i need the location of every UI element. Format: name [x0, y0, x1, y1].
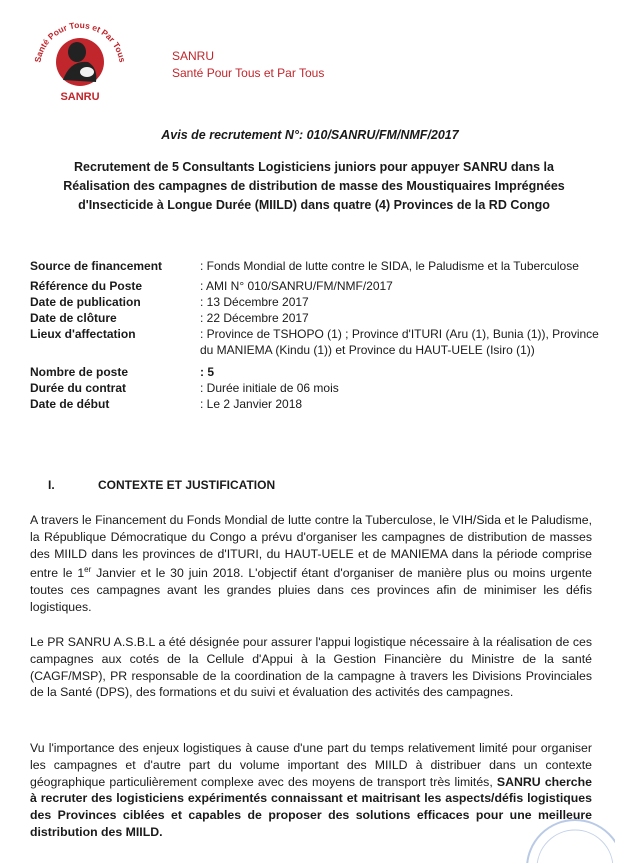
sanru-logo — [30, 8, 130, 108]
headline-line: Recrutement de 5 Consultants Logisticiens juniors pour appuyer SANRU dans la — [74, 160, 554, 174]
info-label: Lieux d'affectation — [30, 327, 136, 341]
org-name: SANRU — [172, 49, 215, 63]
info-row-publication — [30, 294, 600, 310]
info-value: : Fonds Mondial de lutte contre le SIDA, le Paludisme et la Tuberculose — [200, 259, 579, 273]
info-row-financement — [30, 258, 600, 274]
info-label: Date de clôture — [30, 311, 117, 325]
info-row-reference — [30, 278, 600, 294]
info-value: : 22 Décembre 2017 — [200, 311, 309, 325]
paragraph-sanru-role: Le PR SANRU A.S.B.L a été désignée pour assurer l'appui logistique nécessaire à la réalisation de ces campagnes aux cotés de la Cellule d'Appui à la Gestion Financière du Ministre de la santé (CAGF/MSP), PR responsable de la coordination de la campagne à travers les Divisions Provinciales de la Santé (DPS), des formations et du suivi et évaluation des activités des campagnes. — [30, 635, 592, 700]
section-number: I. — [48, 478, 55, 492]
info-table — [30, 258, 600, 412]
headline-line: Réalisation des campagnes de distribution de masse des Moustiquaires Imprégnées — [63, 179, 565, 193]
info-value: : Province de TSHOPO (1) ; Province d'ITURI (Aru (1), Bunia (1)), Province du MANIEMA (Kindu (1)) et Province du HAUT-UELE (Isiro (1)) — [200, 327, 599, 357]
info-label: Source de financement — [30, 259, 163, 273]
avis-title: Avis de recrutement N°: 010/SANRU/FM/NMF/2017 — [161, 128, 459, 142]
info-row-cloture — [30, 310, 600, 326]
paragraph-context — [30, 512, 592, 616]
stamp-watermark — [505, 808, 615, 863]
info-row-nombre — [30, 364, 600, 380]
paragraph-context-text-end: Janvier et le 30 juin 2018. L'objectif étant d'organiser de manière plus ou moins urgente toutes ces campagnes avant les grandes pluies dans ces provinces afin de minimiser les défis logistiques. — [30, 566, 592, 615]
paragraph-logistics-bold: SANRU cherche à recruter des logisticiens expérimentés connaissant et maitrisant les aspects/défis logistiques des Provinces ciblées et capables de proposer des solutions efficaces pour une meilleure distribution des MIILD. — [30, 774, 592, 839]
paragraph-context-text: A travers le Financement du Fonds Mondial de lutte contre la Tuberculose, le VIH/Sida et le Paludisme, la République Démocratique du Congo a prévu d'organiser les campagnes de distribution de masses des MIILD dans les provinces de d'ITURI, du HAUT-UELE et de MANIEMA dans la période comprise entre le 1 — [30, 513, 592, 581]
info-row-debut — [30, 396, 600, 412]
info-label: Durée du contrat — [30, 381, 127, 395]
info-value: : AMI N° 010/SANRU/FM/NMF/2017 — [200, 279, 393, 293]
logo-bottom-text: SANRU — [60, 91, 100, 103]
info-value: : Le 2 Janvier 2018 — [200, 397, 303, 411]
info-value: : 5 — [200, 365, 215, 379]
headline — [48, 158, 580, 215]
info-value: : 13 Décembre 2017 — [200, 295, 309, 309]
superscript: er — [84, 565, 92, 575]
info-row-lieux — [30, 326, 600, 358]
info-label: Nombre de poste — [30, 365, 129, 379]
info-label: Date de publication — [30, 295, 141, 309]
info-label: Date de début — [30, 397, 110, 411]
section-title: CONTEXTE ET JUSTIFICATION — [98, 478, 276, 492]
logo-arc-text: Santé Pour Tous et Par Tous — [32, 19, 128, 64]
info-label: Référence du Poste — [30, 279, 143, 293]
paragraph-logistics-text: Vu l'importance des enjeux logistiques à cause d'une part du temps relativement limité pour organiser les campagnes et d'autre part du volume important des MIILD à distribuer dans un contexte géographique particulièrement complexe avec des moyens de transport très limités, — [30, 741, 592, 789]
section-heading — [30, 478, 275, 492]
info-row-duree — [30, 380, 600, 396]
info-value: : Durée initiale de 06 mois — [200, 381, 339, 395]
org-tagline: Santé Pour Tous et Par Tous — [172, 66, 325, 80]
headline-line: d'Insecticide à Longue Durée (MIILD) dans quatre (4) Provinces de la RD Congo — [78, 198, 550, 212]
